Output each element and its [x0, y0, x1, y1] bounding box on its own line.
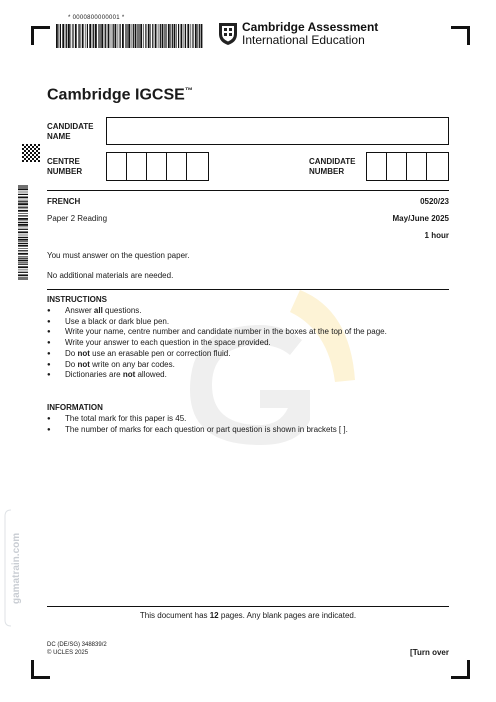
centre-number-box[interactable] — [106, 152, 127, 181]
candidate-name-field[interactable] — [106, 117, 449, 145]
corner-mark-bottom-right — [451, 660, 470, 679]
candidate-name-label-line-1: CANDIDATE — [47, 122, 94, 131]
trademark-mark: ™ — [184, 86, 193, 95]
divider — [47, 190, 449, 191]
centre-number-label-line-1: CENTRE — [47, 157, 80, 166]
barcode — [56, 24, 204, 48]
instruction-item — [47, 370, 447, 381]
instruction-item — [47, 327, 447, 338]
instructions-list — [47, 306, 447, 381]
centre-number-label — [47, 157, 82, 177]
instruction-emphasis: not — [77, 359, 90, 369]
page-count-prefix: This document has — [139, 611, 210, 620]
centre-number-box[interactable] — [146, 152, 167, 181]
logo-line-1: Cambridge Assessment — [242, 20, 379, 34]
centre-number-box[interactable] — [126, 152, 147, 181]
instruction-item — [47, 317, 447, 328]
corner-mark-top-left — [31, 26, 50, 45]
instruction-emphasis: not — [122, 370, 136, 380]
cambridge-shield-icon — [218, 22, 238, 46]
centre-number-label-line-2: NUMBER — [47, 167, 83, 176]
barcode-number: * 0000800000001 * — [68, 15, 125, 21]
subject-name: FRENCH — [47, 197, 81, 206]
paper-code: 0520/23 — [420, 197, 449, 206]
instruction-item — [47, 349, 447, 360]
exam-duration: 1 hour — [424, 231, 449, 240]
paper-name: Paper 2 Reading — [47, 214, 108, 223]
copyright: © UCLES 2025 — [47, 650, 89, 656]
organisation-logo-text — [242, 21, 378, 47]
instruction-item — [47, 338, 447, 349]
candidate-number-box[interactable] — [406, 152, 427, 181]
title-text: Cambridge IGCSE — [47, 86, 185, 104]
information-heading: INFORMATION — [47, 403, 103, 412]
side-watermark — [3, 508, 25, 628]
footer-reference — [47, 641, 107, 657]
candidate-number-box[interactable] — [426, 152, 449, 181]
footer-divider — [47, 606, 449, 607]
page-count-suffix: pages. Any blank pages are indicated. — [218, 611, 357, 620]
document-reference: DC (DE/SG) 348839/2 — [47, 642, 107, 648]
instruction-text: Write your name, centre number and candidate number in the boxes at the top of the page. — [65, 327, 387, 337]
instruction-emphasis: all — [93, 306, 103, 315]
corner-mark-bottom-left — [31, 660, 50, 679]
information-item: ● The number of marks for each question or part question is shown in brackets [ ]. — [47, 425, 447, 436]
divider — [47, 289, 449, 290]
side-watermark-text: gamatrain.com — [11, 532, 22, 604]
instruction-text: Answer — [65, 306, 94, 315]
instruction-text: Do — [65, 348, 78, 358]
answer-note: You must answer on the question paper. — [47, 251, 190, 260]
corner-mark-top-right — [451, 26, 470, 45]
instruction-text: use an erasable pen or correction fluid. — [89, 348, 231, 358]
instruction-text: write on any bar codes. — [89, 359, 175, 369]
materials-note: No additional materials are needed. — [47, 271, 174, 280]
candidate-number-label-line-2: NUMBER — [309, 167, 345, 176]
page-count-note — [47, 611, 449, 620]
candidate-name-label-line-2: NAME — [47, 132, 71, 141]
instruction-item — [47, 306, 447, 317]
instruction-text: allowed. — [135, 370, 167, 380]
turn-over-label: [Turn over — [410, 648, 449, 657]
information-item: ● The total mark for this paper is 45. — [47, 414, 447, 425]
candidate-number-label — [309, 157, 356, 177]
centre-number-box[interactable] — [186, 152, 209, 181]
instruction-item — [47, 360, 447, 371]
information-list — [47, 414, 447, 435]
centre-number-box[interactable] — [166, 152, 187, 181]
candidate-name-label — [47, 122, 94, 142]
instructions-heading: INSTRUCTIONS — [47, 295, 107, 304]
page-title — [47, 86, 193, 104]
instruction-text: Do — [65, 359, 78, 369]
instruction-text: Dictionaries are — [65, 370, 123, 380]
instruction-text: questions. — [102, 306, 142, 315]
candidate-number-box[interactable] — [386, 152, 407, 181]
instruction-text: Write your answer to each question in the space provided. — [65, 338, 271, 348]
candidate-number-box[interactable] — [366, 152, 387, 181]
logo-line-2: International Education — [242, 33, 365, 47]
exam-session: May/June 2025 — [392, 214, 449, 223]
instruction-emphasis: not — [77, 348, 90, 358]
page-count: 12 — [209, 611, 219, 620]
vertical-barcode — [18, 185, 28, 281]
instruction-text: Use a black or dark blue pen. — [65, 316, 170, 326]
qr-code — [22, 144, 40, 162]
candidate-number-label-line-1: CANDIDATE — [309, 157, 356, 166]
